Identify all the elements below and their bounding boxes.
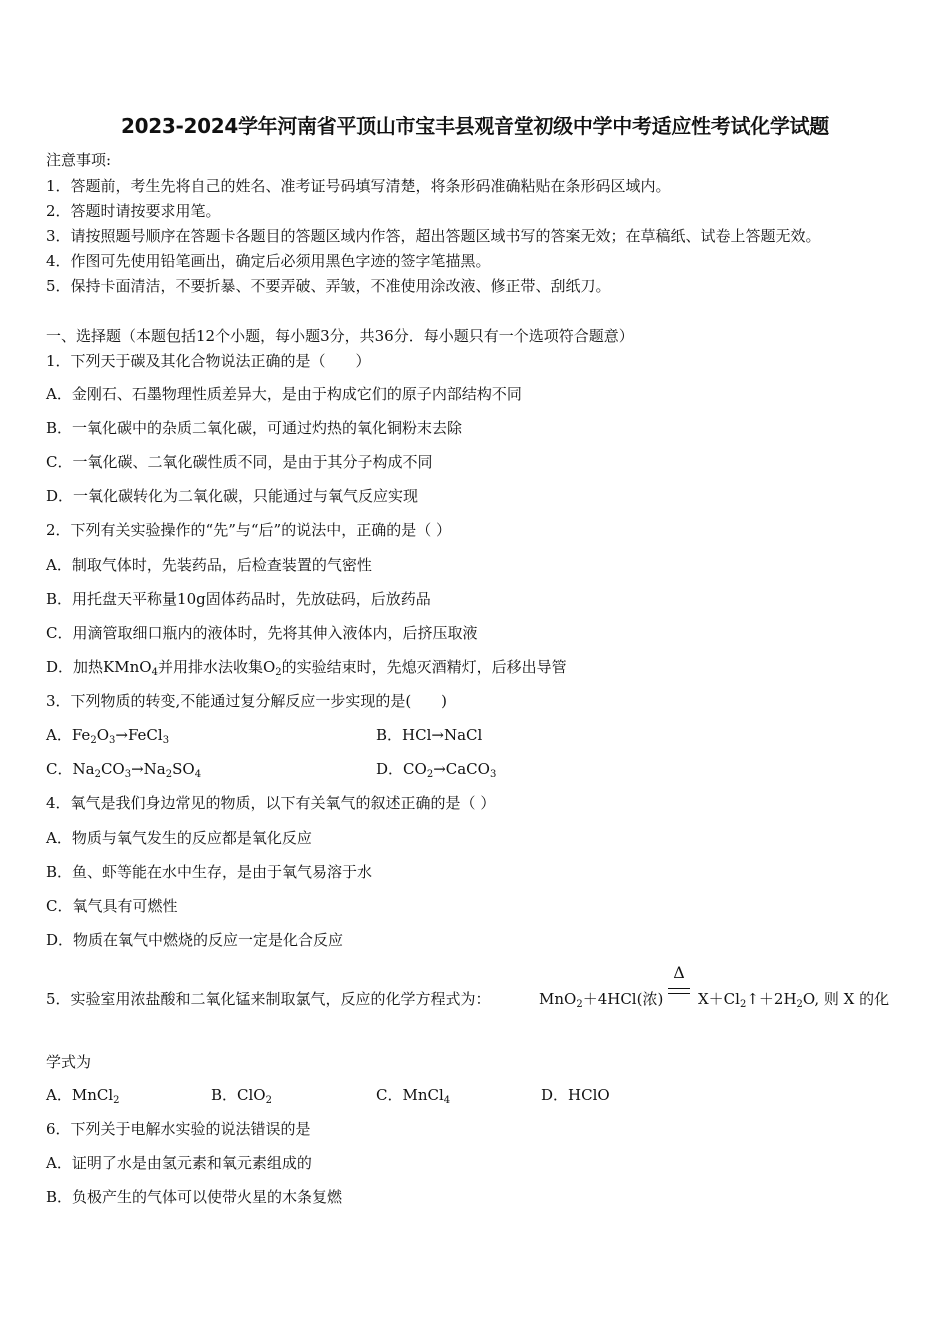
q1-option-a: A．金刚石、石墨物理性质差异大，是由于构成它们的原子内部结构不同 <box>46 385 522 403</box>
q1-option-b: B．一氧化碳中的杂质二氧化碳，可通过灼热的氧化铜粉末去除 <box>46 419 463 437</box>
q4-option-d: D．物质在氧气中燃烧的反应一定是化合反应 <box>46 931 344 949</box>
q3-option-d: D．$CO_2\to CaCO_3$ <box>376 760 497 780</box>
q3-stem: 3．下列物质的转变,不能通过复分解反应一步实现的是( ) <box>46 692 448 710</box>
section-heading: 一、选择题（本题包括12个小题，每小题3分，共36分．每小题只有一个选项符合题意） <box>46 327 634 345</box>
q2-option-b: B．用托盘天平称量10g固体药品时，先放砝码，后放药品 <box>46 590 431 608</box>
q5-option-c: C．MnCl$_4$ <box>376 1086 451 1106</box>
q5-option-a: A．MnCl$_2$ <box>46 1086 120 1106</box>
q5-option-d: D．HClO <box>541 1086 610 1104</box>
note-item-2: 2．答题时请按要求用笔。 <box>46 202 221 220</box>
note-item-3: 3．请按照题号顺序在答题卡各题目的答题区域内作答，超出答题区域书写的答案无效；在草稿纸、试卷上答题无效。 <box>46 227 821 245</box>
q1-option-d: D．一氧化碳转化为二氧化碳，只能通过与氧气反应实现 <box>46 487 419 505</box>
q5-heating-condition: Δ <box>673 963 685 982</box>
q1-option-c: C．一氧化碳、二氧化碳性质不同，是由于其分子构成不同 <box>46 453 433 471</box>
q1-stem: 1．下列天于碳及其化合物说法正确的是（ ） <box>46 352 371 370</box>
note-item-5: 5．保持卡面清洁，不要折暴、不要弄破、弄皱，不准使用涂改液、修正带、刮纸刀。 <box>46 277 611 295</box>
q4-stem: 4．氧气是我们身边常见的物质，以下有关氧气的叙述正确的是（ ） <box>46 794 496 812</box>
q4-option-c: C．氧气具有可燃性 <box>46 897 178 915</box>
note-item-4: 4．作图可先使用铅笔画出，确定后必须用黑色字迹的签字笔描黑。 <box>46 252 491 270</box>
q5-equation-right: $X+Cl_2↑+2H_2O$, 则 X 的化 <box>698 990 890 1010</box>
q3-option-a: A．$Fe_2O_3\to FeCl_3$ <box>46 726 170 746</box>
q2-option-c: C．用滴管取细口瓶内的液体时，先将其伸入液体内，后挤压取液 <box>46 624 478 642</box>
q5-stem: 5．实验室用浓盐酸和二氧化锰来制取氯气，反应的化学方程式为： <box>46 990 491 1008</box>
q5-option-b: B．ClO$_2$ <box>211 1086 272 1106</box>
notes-heading: 注意事项: <box>46 151 112 169</box>
q3-option-b: B．HCl→NaCl <box>376 726 483 744</box>
q4-option-b: B．鱼、虾等能在水中生存，是由于氧气易溶于水 <box>46 863 373 881</box>
q3-option-c: C．$Na_2CO_3\to Na_2SO_4$ <box>46 760 202 780</box>
q5-equation-left: MnO$_2$＋4HCl(浓) <box>539 990 664 1010</box>
q5-equals-sign <box>668 988 690 994</box>
q4-option-a: A．物质与氧气发生的反应都是氧化反应 <box>46 829 312 847</box>
q5-stem-continued: 学式为 <box>46 1053 92 1071</box>
q6-option-a: A．证明了水是由氢元素和氧元素组成的 <box>46 1154 312 1172</box>
page-title: 2023-2024学年河南省平顶山市宝丰县观音堂初级中学中考适应性考试化学试题 <box>121 114 829 138</box>
q2-stem: 2．下列有关实验操作的“先”与“后”的说法中，正确的是（ ） <box>46 521 451 539</box>
q2-option-a: A．制取气体时，先装药品，后检查装置的气密性 <box>46 556 372 574</box>
note-item-1: 1．答题前，考生先将自己的姓名、准考证号码填写清楚，将条形码准确粘贴在条形码区域内。 <box>46 177 671 195</box>
q6-option-b: B．负极产生的气体可以使带火星的木条复燃 <box>46 1188 343 1206</box>
q6-stem: 6．下列关于电解水实验的说法错误的是 <box>46 1120 311 1138</box>
q2-option-d: D．加热KMnO$_4$并用排水法收集$O_2$的实验结束时，先熄灭酒精灯，后移出导管 <box>46 658 567 678</box>
